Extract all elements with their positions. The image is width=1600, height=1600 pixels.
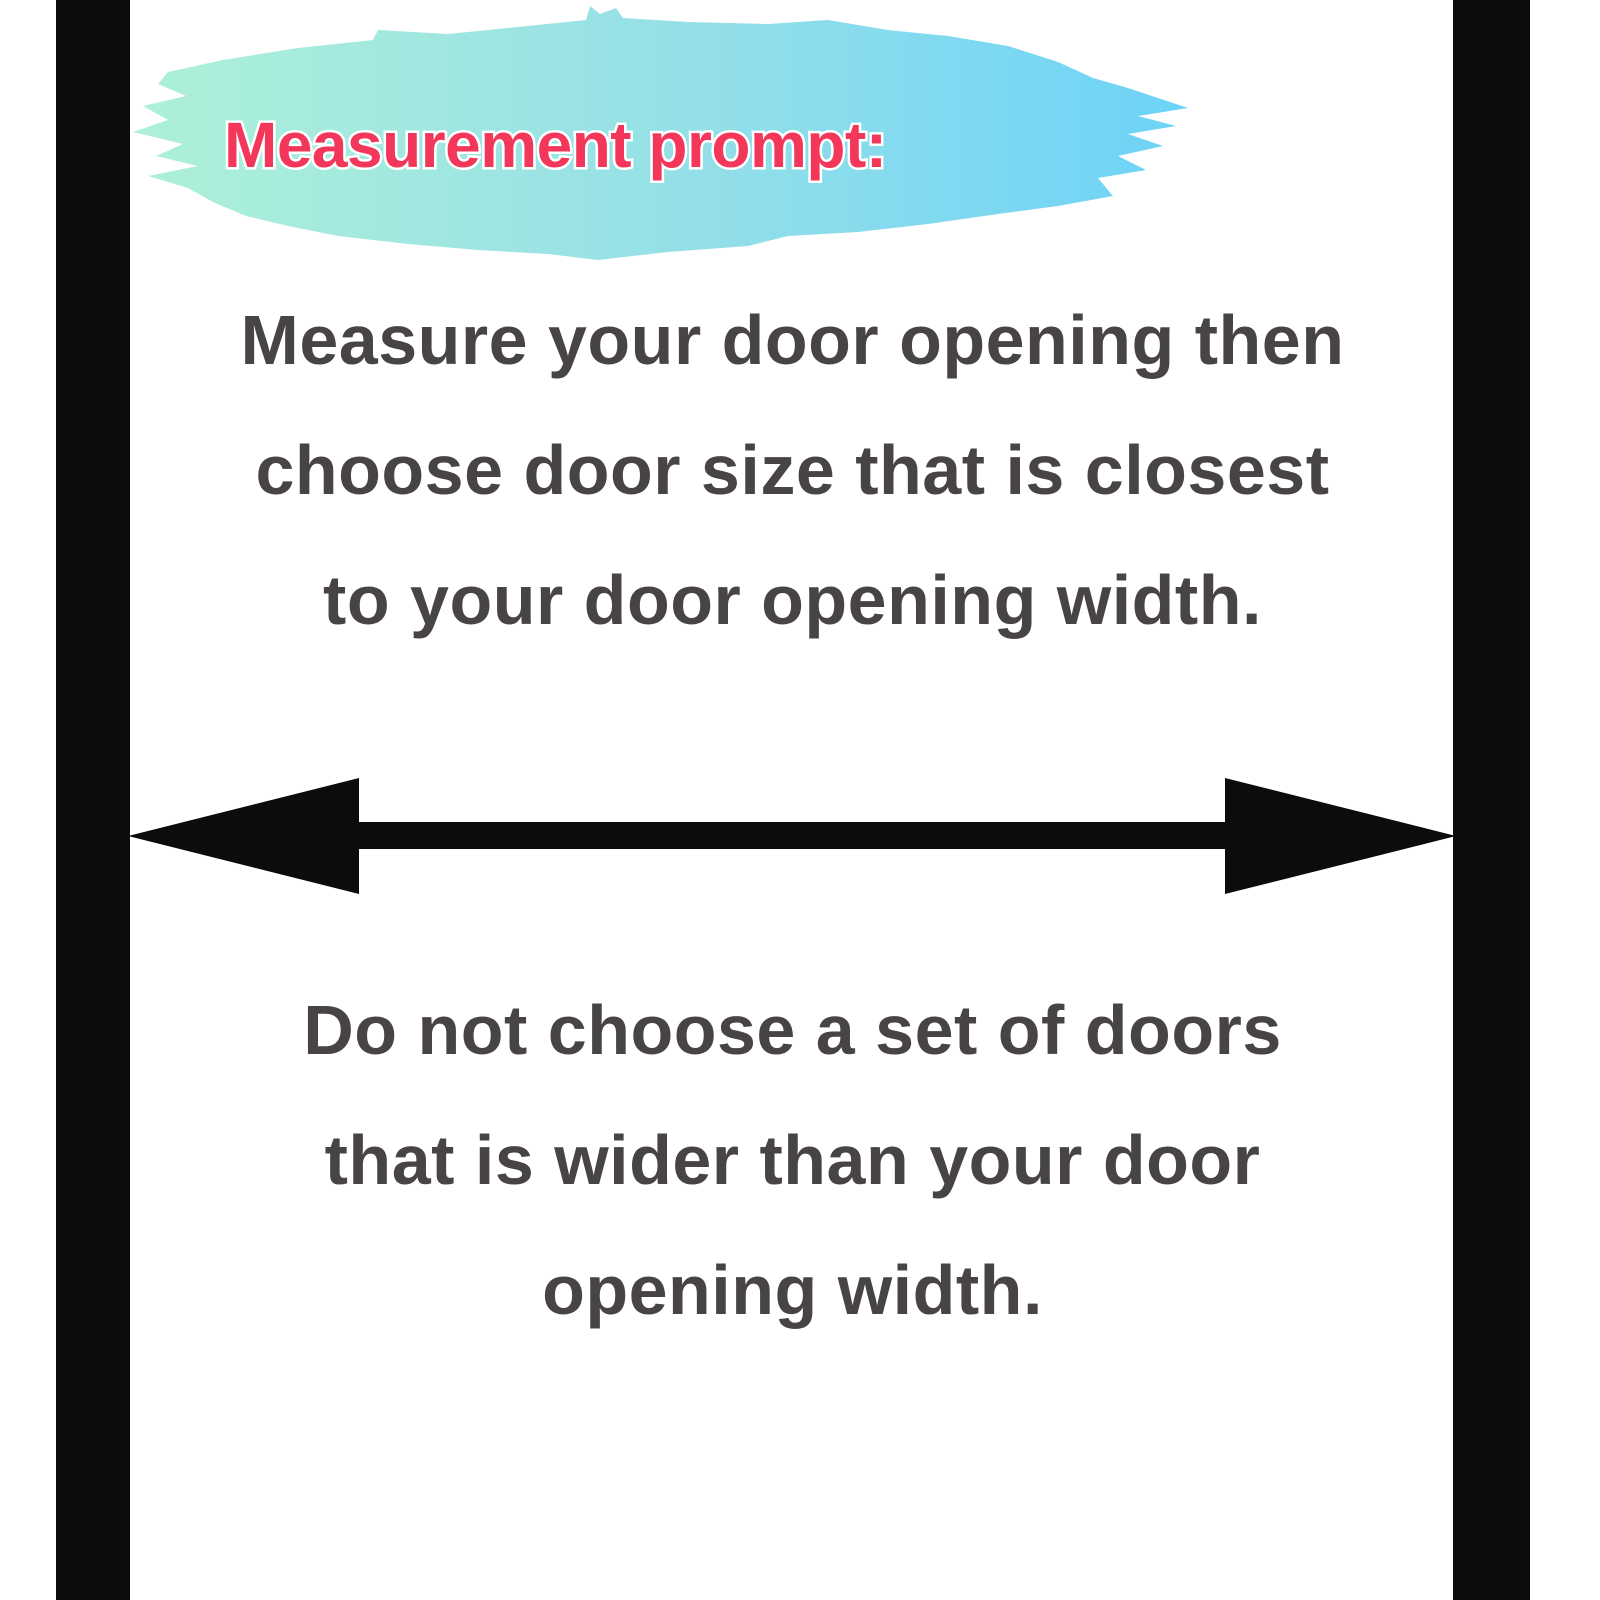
double-headed-arrow-icon [128, 770, 1456, 905]
instruction-line: Measure your door opening then [240, 301, 1345, 379]
instruction-line: opening width. [542, 1251, 1043, 1329]
measure-instructions [140, 275, 1445, 665]
warning-instructions [140, 965, 1445, 1355]
instruction-line: to your door opening width. [323, 561, 1262, 639]
door-frame-left [56, 0, 130, 1600]
instruction-line: that is wider than your door [324, 1121, 1261, 1199]
heading-measurement-prompt: Measurement prompt: [224, 109, 887, 181]
instruction-line: Do not choose a set of doors [303, 991, 1282, 1069]
door-frame-right [1453, 0, 1530, 1600]
instruction-line: choose door size that is closest [255, 431, 1330, 509]
